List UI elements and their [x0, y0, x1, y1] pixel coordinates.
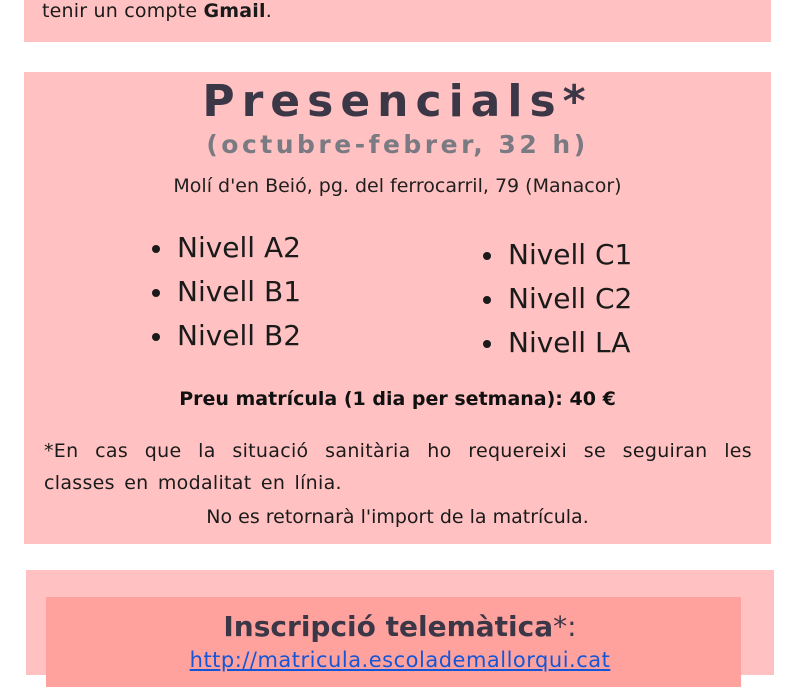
- list-item: Nivell LA: [478, 321, 632, 365]
- presencials-box: [24, 72, 771, 544]
- list-item: Nivell A2: [147, 226, 301, 270]
- presencials-title: Presencials*: [202, 76, 593, 127]
- gmail-label: Gmail: [203, 0, 266, 22]
- levels-list-right: [478, 233, 632, 365]
- list-item: Nivell B1: [147, 270, 301, 314]
- list-item: Nivell C1: [478, 233, 632, 277]
- list-item: Nivell B2: [147, 314, 301, 358]
- refund-note: No es retornarà l'import de la matrícula.: [206, 506, 589, 528]
- list-item: Nivell C2: [478, 277, 632, 321]
- inscripcio-title: Inscripció telemàtica*:: [223, 610, 577, 643]
- info-box-top: [24, 0, 771, 42]
- sanitary-note: *En cas que la situació sanitària ho requereixi se seguiran les classes en modalitat en línia.: [44, 440, 752, 494]
- address-text: Molí d'en Beió, pg. del ferrocarril, 79 (Manacor): [173, 175, 622, 197]
- inscripcio-link-wrap: [26, 645, 774, 675]
- asterisk: *: [553, 610, 568, 643]
- inscripcio-box: [26, 570, 774, 675]
- presencials-subtitle: (octubre-febrer, 32 h): [206, 130, 589, 159]
- price-text: Preu matrícula (1 dia per setmana): 40 €: [179, 388, 616, 410]
- levels-list-left: [147, 226, 301, 358]
- gmail-requirement-text: tenir un compte Gmail.: [42, 0, 272, 22]
- inscripcio-link[interactable]: http://matricula.escolademallorqui.cat: [189, 648, 611, 672]
